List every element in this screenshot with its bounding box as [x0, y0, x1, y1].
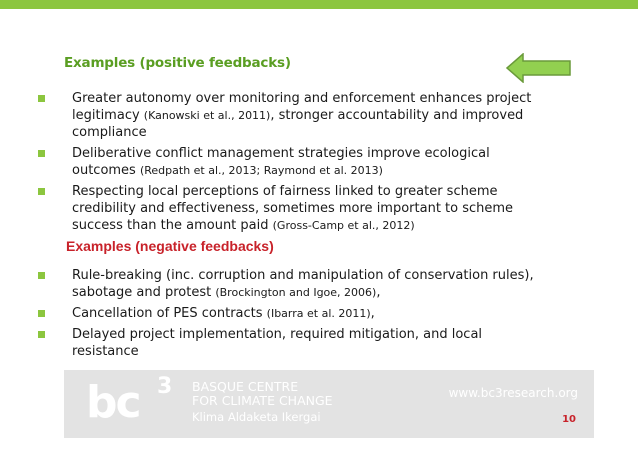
- slide: [0, 9, 638, 451]
- square-bullet-icon: [38, 150, 45, 157]
- item-text: Greater autonomy over monitoring and enforcement enhances project legitimacy: [72, 91, 532, 123]
- list-item: [38, 145, 538, 179]
- citation: (Gross-Camp et al., 2012): [272, 219, 415, 232]
- citation: (Kanowski et al., 2011): [143, 109, 271, 122]
- citation: (Brockington and Igoe, 2006): [215, 286, 377, 299]
- centre-name: [192, 380, 333, 408]
- positive-feedbacks-heading: Examples (positive feedbacks): [64, 55, 291, 71]
- positive-feedbacks-list: [38, 90, 538, 238]
- negative-feedbacks-list: [38, 267, 538, 364]
- square-bullet-icon: [38, 188, 45, 195]
- left-arrow-icon: [506, 53, 572, 83]
- item-text-after: ,: [376, 285, 381, 300]
- square-bullet-icon: [38, 331, 45, 338]
- list-item: [38, 183, 538, 234]
- list-item: [38, 326, 538, 360]
- square-bullet-icon: [38, 310, 45, 317]
- bc3-logo: bc: [86, 377, 140, 428]
- website-link[interactable]: www.bc3research.org: [448, 386, 578, 400]
- citation: (Ibarra et al. 2011): [266, 307, 371, 320]
- footer-banner: [64, 370, 594, 438]
- item-text: Deliberative conflict management strategies improve ecological outcomes: [72, 146, 490, 178]
- list-item: [38, 305, 538, 322]
- item-text-after: ,: [370, 306, 375, 321]
- item-text-after: , stronger accountability and improved compliance: [72, 108, 524, 140]
- citation: (Redpath et al., 2013; Raymond et al. 2013): [139, 164, 383, 177]
- item-text: Respecting local perceptions of fairness linked to greater scheme credibility and effectiveness, sometimes more important to scheme success than the amount paid: [72, 184, 514, 233]
- square-bullet-icon: [38, 272, 45, 279]
- square-bullet-icon: [38, 95, 45, 102]
- list-item: [38, 267, 538, 301]
- centre-name-line1: BASQUE CENTRE: [192, 379, 299, 394]
- negative-feedbacks-heading: Examples (negative feedbacks): [66, 238, 274, 254]
- item-text: Rule-breaking (inc. corruption and manipulation of conservation rules), sabotage and protest: [72, 268, 534, 300]
- centre-subtitle: Klima Aldaketa Ikergai: [192, 410, 321, 424]
- item-text: Cancellation of PES contracts: [72, 306, 267, 321]
- bc3-logo-superscript: 3: [157, 374, 173, 399]
- centre-name-line2: FOR CLIMATE CHANGE: [192, 393, 333, 408]
- list-item: [38, 90, 538, 141]
- item-text: Delayed project implementation, required mitigation, and local resistance: [72, 327, 483, 359]
- page-number: 10: [562, 414, 576, 425]
- top-accent-bar: [0, 0, 638, 9]
